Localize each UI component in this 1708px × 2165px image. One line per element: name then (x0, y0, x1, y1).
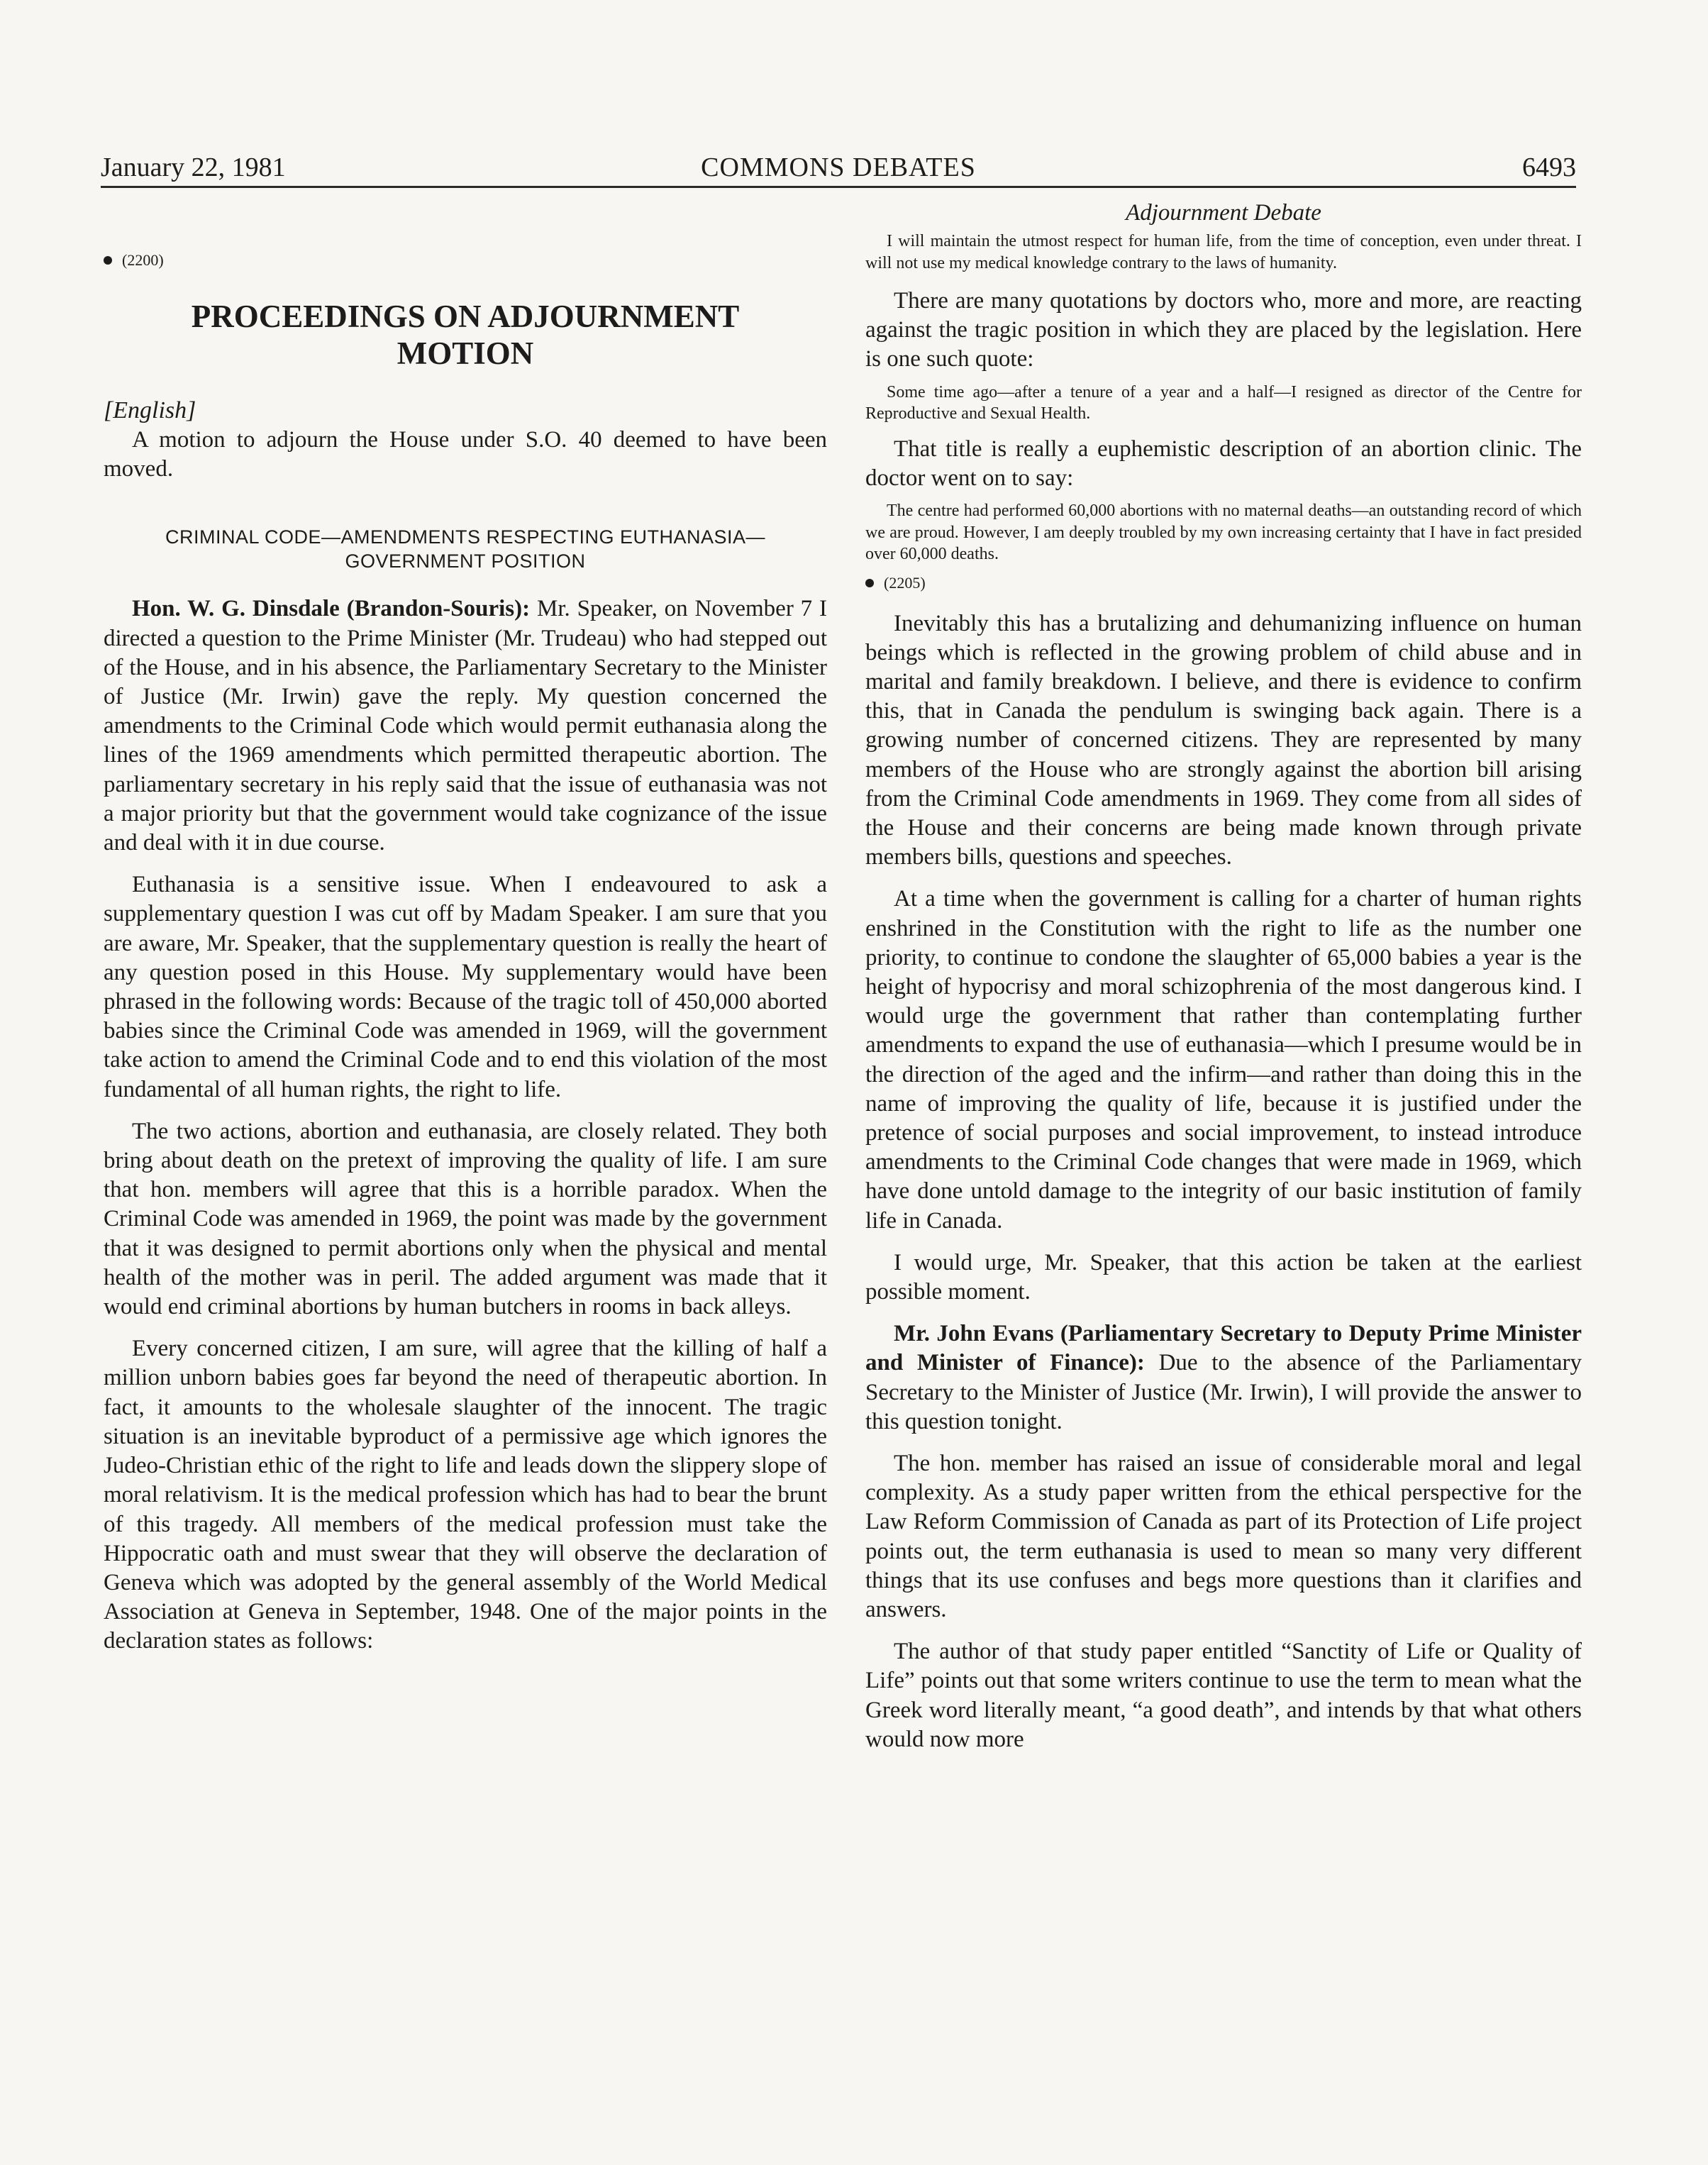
paragraph: The two actions, abortion and euthanasia, are closely related. They both bring about death on the pretext of improving the quality of life. I am sure that hon. members will agree that this is a horrible paradox. When the Criminal Code was amended in 1969, the point was made by the government that it was designed to permit abortions only when the physical and mental health of the mother was in peril. The added argument was made that it would end criminal abortions by human butchers in rooms in back alleys. (104, 1118, 827, 1320)
bullet-icon (865, 579, 874, 587)
motion-text: A motion to adjourn the House under S.O. 40 deemed to have been moved. (104, 427, 827, 482)
time-marker-label: (2205) (884, 573, 926, 592)
header-title: COMMONS DEBATES (701, 153, 976, 182)
time-marker-label: (2200) (122, 251, 164, 269)
header-date: January 22, 1981 (101, 153, 286, 182)
paragraph: The hon. member has raised an issue of considerable moral and legal complexity. As a study paper written from the ethical perspective for the Law Reform Commission of Canada as part of its Protection of Life project points out, the term euthanasia is used to mean so many very different things that its use confuses and begs more questions than it clarifies and answers. (865, 1451, 1582, 1623)
subhead-line2: GOVERNMENT POSITION (345, 550, 586, 572)
bullet-icon (104, 256, 112, 265)
paragraph: There are many quotations by doctors who, more and more, are reacting against the tragic position in which they are placed by the legislation. Here is one such quote: (865, 288, 1582, 372)
block-quote: Some time ago—after a tenure of a year and a half—I resigned as director of the Centre for Reproductive and Sexual Health. (865, 382, 1582, 423)
speaker-name: Hon. W. G. Dinsdale (Brandon-Souris): (132, 596, 531, 622)
subhead-line1: CRIMINAL CODE—AMENDMENTS RESPECTING EUTHANASIA— (165, 526, 766, 548)
paragraph-text: Mr. Speaker, on November 7 I directed a question to the Prime Minister (Mr. Trudeau) who had stepped out of the House, and in his absence, the Parliamentary Secretary to the Minister of Justice (Mr. Irwin) gave the reply. My question concerned the amendments to the Criminal Code which would permit euthanasia along the lines of the 1969 amendments which permitted therapeutic abortion. The parliamentary secretary in his reply said that the issue of euthanasia was not a major priority but that the government would take cognizance of the issue and deal with it in due course. (104, 596, 828, 856)
running-head: Adjournment Debate (1126, 200, 1321, 226)
language-tag: [English] (104, 397, 196, 423)
paragraph: Every concerned citizen, I am sure, will agree that the killing of half a million unborn babies goes far beyond the need of therapeutic abortion. In fact, it amounts to the wholesale slaughter of the innocent. The tragic situation is an inevitable byproduct of a permissive age which ignores the Judeo-Christian ethic of the right to life and leads down the slippery slope of moral relativism. It is the medical profession which has had to bear the brunt of this tragedy. All members of the medical profession must take the Hippocratic oath and must swear that they will observe the declaration of Geneva which was adopted by the general assembly of the World Medical Association at Geneva in September, 1948. One of the major points in the declaration states as follows: (104, 1336, 827, 1654)
time-marker (104, 251, 827, 270)
block-quote: The centre had performed 60,000 abortions with no maternal deaths—an outstanding record of which we are proud. However, I am deeply troubled by my own increasing certainty that I have in fact presided over 60,000 deaths. (865, 502, 1582, 564)
paragraph: The author of that study paper entitled “Sanctity of Life or Quality of Life” points out that some writers continue to use the term to mean what the Greek word literally meant, “a good death”, and intends by that what others would now more (865, 1639, 1582, 1752)
paragraph: I would urge, Mr. Speaker, that this action be taken at the earliest possible moment. (865, 1249, 1582, 1305)
section-title-line2: MOTION (396, 336, 534, 371)
paragraph: That title is really a euphemistic description of an abortion clinic. The doctor went on to say: (865, 436, 1582, 491)
section-title-line1: PROCEEDINGS ON ADJOURNMENT (191, 299, 740, 334)
page-number: 6493 (1522, 153, 1576, 182)
paragraph: Euthanasia is a sensitive issue. When I endeavoured to ask a supplementary question I was cut off by Madam Speaker. I am sure that you are aware, Mr. Speaker, that the supplementary question is really the heart of any question posed in this House. My supplementary would have been phrased in the following words: Because of the tragic toll of 450,000 aborted babies since the Criminal Code was amended in 1969, will the government take action to amend the Criminal Code and to end this violation of the most fundamental of all human rights, the right to life. (104, 872, 827, 1102)
paragraph-text: Due to the absence of the Parliamentary Secretary to the Minister of Justice (Mr. Irwin), I will provide the answer to this question tonight. (865, 1350, 1582, 1434)
left-column (104, 199, 827, 1656)
paragraph (104, 594, 827, 858)
page-header (101, 148, 1576, 188)
paragraph (865, 1319, 1582, 1436)
speaker-name: Mr. John Evans (Parliamentary Secretary to Deputy Prime Minister and Minister of Finance): (865, 1321, 1582, 1376)
paragraph: At a time when the government is calling for a charter of human rights enshrined in the Constitution with the right to life as the number one priority, to continue to condone the slaughter of 65,000 babies a year is the height of hypocrisy and moral schizophrenia of the most dangerous kind. I would urge the government that rather than contemplating further amendments to expand the use of euthanasia—which I presume would be in the direction of the aged and the infirm—and rather than doing this in the name of improving the quality of life, because it is justified under the pretence of social purposes and social improvement, to instead introduce amendments to the Criminal Code changes that were made in 1969, which have done untold damage to the integrity of our basic institution of family life in Canada. (865, 886, 1582, 1234)
right-column (865, 200, 1582, 1754)
block-quote: I will maintain the utmost respect for human life, from the time of conception, even under threat. I will not use my medical knowledge contrary to the laws of humanity. (865, 232, 1582, 272)
time-marker (865, 574, 1582, 592)
paragraph: Inevitably this has a brutalizing and dehumanizing influence on human beings which is reflected in the growing problem of child abuse and in marital and family breakdown. I believe, and there is evidence to confirm this, that in Canada the pendulum is swinging back again. There is a growing number of concerned citizens. They are represented by many members of the House who are strongly against the abortion bill arising from the Criminal Code amendments in 1969. They come from all sides of the House and their concerns are being made known through private members bills, questions and speeches. (865, 610, 1582, 870)
